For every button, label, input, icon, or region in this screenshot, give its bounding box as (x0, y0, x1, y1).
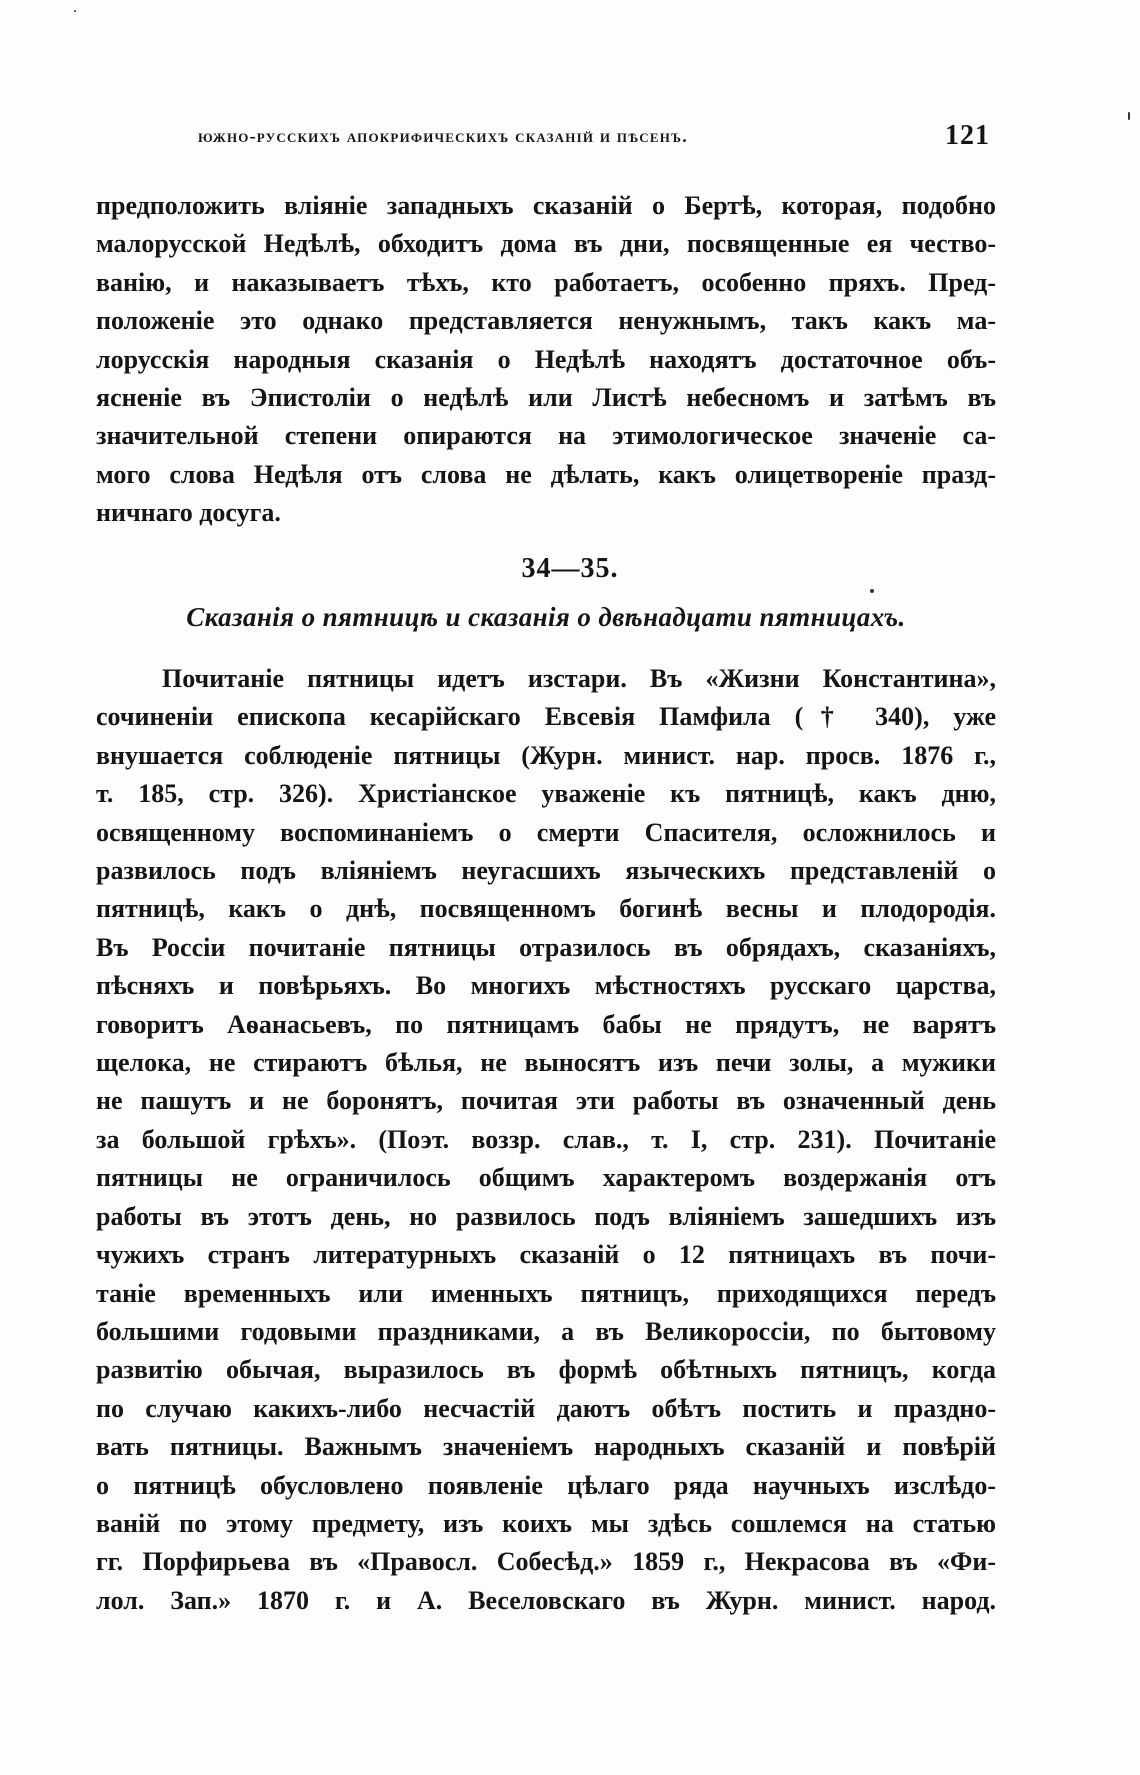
text-line: за большой грѣхъ». (Поэт. воззр. слав., т. I, стр. 231). Почитаніе (96, 1124, 996, 1154)
text-line: развитію обычая, выразилось въ формѣ обѣтныхъ пятницъ, когда (96, 1355, 996, 1385)
text-line: говоритъ Аѳанасьевъ, по пятницамъ бабы не прядутъ, не варятъ (96, 1009, 996, 1039)
text-line: гг. Порфирьева въ «Правосл. Собесѣд.» 1859 г., Некрасова въ «Фи- (96, 1547, 996, 1577)
text-line: пѣсняхъ и повѣрьяхъ. Во многихъ мѣстностяхъ русскаго царства, (96, 971, 996, 1001)
paragraph-main (96, 660, 996, 1620)
text-line: ваній по этому предмету, изъ коихъ мы здѣсь сошлемся на статью (96, 1508, 996, 1538)
text-line: не пашутъ и не боронятъ, почитая эти работы въ означенный день (96, 1086, 996, 1116)
text-line: работы въ этотъ день, но развилось подъ вліяніемъ зашедшихъ изъ (96, 1201, 996, 1231)
text-line: Почитаніе пятницы идетъ изстари. Въ «Жизни Константина», (162, 664, 996, 693)
text-line: предположить вліяніе западныхъ сказаній о Бертѣ, которая, подобно (96, 191, 996, 220)
text-line: пятницѣ, какъ о днѣ, посвященномъ богинѣ весны и плодородія. (96, 894, 996, 924)
text-line: о пятницѣ обусловлено появленіе цѣлаго ряда научныхъ изслѣдо- (96, 1470, 996, 1500)
section-number: 34—35. (521, 553, 619, 584)
running-header (198, 122, 990, 158)
text-line: по случаю какихъ-либо несчастій даютъ обѣтъ постить и праздно- (96, 1393, 996, 1423)
text-line: значительной степени опираются на этимологическое значеніе са- (96, 421, 996, 451)
text-line: таніе временныхъ или именныхъ пятницъ, приходящихся передъ (96, 1278, 996, 1308)
text-line: лол. Зап.» 1870 г. и А. Веселовскаго въ Журн. минист. народ. (96, 1585, 996, 1615)
scan-speck (870, 589, 874, 593)
text-line: малорусской Недѣлѣ, обходитъ дома въ дни, посвященные ея чество- (96, 229, 996, 259)
text-line: Въ Россіи почитаніе пятницы отразилось въ обрядахъ, сказаніяхъ, (96, 932, 996, 962)
text-line: ясненіе въ Эпистоліи о недѣлѣ или Листѣ небесномъ и затѣмъ въ (96, 383, 996, 413)
text-line: т. 185, стр. 326). Христіанское уваженіе къ пятницѣ, какъ дню, (96, 779, 996, 809)
scan-speck (74, 10, 76, 12)
text-line: сочиненіи епископа кесарійскаго Евсевія Памфила († 340), уже (96, 702, 996, 732)
text-line: мого слова Недѣля отъ слова не дѣлать, какъ олицетвореніе празд- (96, 459, 996, 489)
page-number: 121 (945, 120, 990, 151)
scan-speck (1128, 112, 1130, 120)
text-line: вать пятницы. Важнымъ значеніемъ народныхъ сказаній и повѣрій (96, 1432, 996, 1462)
text-line: щелока, не стираютъ бѣлья, не выносятъ изъ печи золы, а мужики (96, 1048, 996, 1078)
text-line: большими годовыми праздниками, а въ Великороссіи, по бытовому (96, 1316, 996, 1346)
text-line: чужихъ странъ литературныхъ сказаній о 12 пятницахъ въ почи- (96, 1240, 996, 1270)
paragraph-continuation (96, 187, 996, 533)
text-line: пятницы не ограничилось общимъ характеромъ воздержанія отъ (96, 1163, 996, 1193)
text-line: положеніе это однако представляется ненужнымъ, такъ какъ ма- (96, 306, 996, 336)
text-line: лорусскія народныя сказанія о Недѣлѣ находятъ достаточное объ- (96, 344, 996, 374)
running-title: южно-русскихъ апокрифическихъ сказаній и пѣсенъ. (198, 126, 688, 146)
section-title: Сказанія о пятницѣ и сказанія о двѣнадцати пятницахъ. (186, 602, 906, 632)
text-line: ничнаго досуга. (96, 498, 281, 528)
text-line: ванію, и наказываетъ тѣхъ, кто работаетъ, особенно пряхъ. Пред- (96, 267, 996, 297)
text-line: внушается соблюденіе пятницы (Журн. минист. нар. просв. 1876 г., (96, 740, 996, 770)
text-line: освященному воспоминаніемъ о смерти Спасителя, осложнилось и (96, 817, 996, 847)
text-line: развилось подъ вліяніемъ неугасшихъ языческихъ представленій о (96, 856, 996, 886)
